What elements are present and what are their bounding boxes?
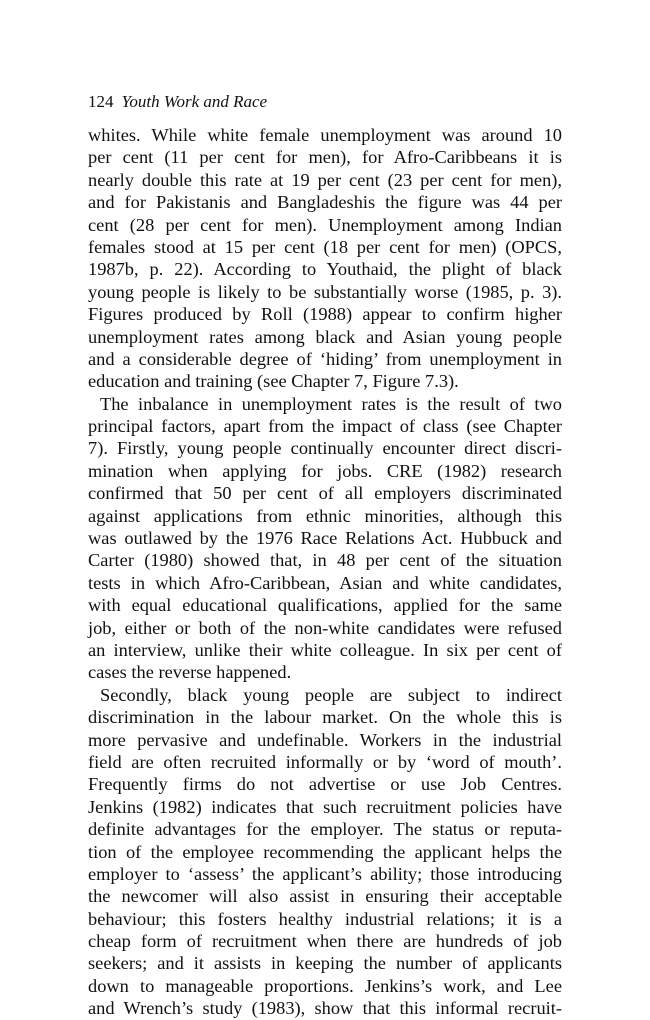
text-line: tion of the employee recommending the applicant helps the xyxy=(88,841,562,862)
text-line: behaviour; this fosters healthy industrial relations; it is a xyxy=(88,908,562,929)
page-number: 124 xyxy=(88,92,114,111)
text-line: confirmed that 50 per cent of all employers discriminated xyxy=(88,483,562,504)
body-text xyxy=(88,124,562,1020)
text-line: nearly double this rate at 19 per cent (23 per cent for men), xyxy=(88,169,562,190)
text-line: cheap form of recruitment when there are hundreds of job xyxy=(88,931,562,952)
text-line: unemployment rates among black and Asian young people xyxy=(88,326,562,347)
text-line: females stood at 15 per cent (18 per cent for men) (OPCS, xyxy=(88,236,562,257)
text-line: cases the reverse happened. xyxy=(88,662,292,683)
text-line: Figures produced by Roll (1988) appear to confirm higher xyxy=(88,304,562,325)
text-line: and Wrench’s study (1983), show that this informal recruit- xyxy=(88,998,562,1019)
text-line: more pervasive and undefinable. Workers in the industrial xyxy=(88,729,562,750)
text-line: against applications from ethnic minorities, although this xyxy=(88,505,562,526)
text-line: mination when applying for jobs. CRE (1982) research xyxy=(88,460,562,481)
text-line: and for Pakistanis and Bangladeshis the figure was 44 per xyxy=(88,192,562,213)
text-line: employer to ‘assess’ the applicant’s ability; those introducing xyxy=(88,863,562,884)
text-line: Jenkins (1982) indicates that such recruitment policies have xyxy=(88,796,562,817)
text-line: with equal educational qualifications, applied for the same xyxy=(88,595,562,616)
text-line: seekers; and it assists in keeping the number of applicants xyxy=(88,953,562,974)
text-line: tests in which Afro-Caribbean, Asian and white candidates, xyxy=(88,572,562,593)
text-line: job, either or both of the non-white candidates were refused xyxy=(88,617,562,638)
text-line: down to manageable proportions. Jenkins’s work, and Lee xyxy=(88,975,562,996)
text-line: and a considerable degree of ‘hiding’ from unemployment in xyxy=(88,348,562,369)
running-head xyxy=(88,92,267,112)
paragraph xyxy=(88,124,562,393)
text-line: Frequently firms do not advertise or use Job Centres. xyxy=(88,774,562,795)
text-line: Carter (1980) showed that, in 48 per cent of the situation xyxy=(88,550,562,571)
running-title: Youth Work and Race xyxy=(121,92,268,111)
text-line: discrimination in the labour market. On the whole this is xyxy=(88,707,562,728)
text-line: principal factors, apart from the impact of class (see Chapter xyxy=(88,416,562,437)
text-line: cent (28 per cent for men). Unemployment among Indian xyxy=(88,214,562,235)
text-line: young people is likely to be substantially worse (1985, p. 3). xyxy=(88,281,562,302)
text-line: 1987b, p. 22). According to Youthaid, the plight of black xyxy=(88,259,562,280)
text-line: definite advantages for the employer. The status or reputa- xyxy=(88,819,562,840)
text-line: an interview, unlike their white colleague. In six per cent of xyxy=(88,639,562,660)
paragraph xyxy=(88,393,562,684)
paragraph xyxy=(88,684,562,1020)
text-line: 7). Firstly, young people continually encounter direct discri- xyxy=(88,438,562,459)
text-line: was outlawed by the 1976 Race Relations Act. Hubbuck and xyxy=(88,528,562,549)
text-line: per cent (11 per cent for men), for Afro-Caribbeans it is xyxy=(88,147,562,168)
text-line: education and training (see Chapter 7, Figure 7.3). xyxy=(88,371,459,392)
text-line: Secondly, black young people are subject to indirect xyxy=(100,684,562,705)
text-line: The inbalance in unemployment rates is the result of two xyxy=(100,393,562,414)
text-line: the newcomer will also assist in ensuring their acceptable xyxy=(88,886,562,907)
text-line: whites. While white female unemployment was around 10 xyxy=(88,125,562,145)
text-line: field are often recruited informally or by ‘word of mouth’. xyxy=(88,751,562,772)
